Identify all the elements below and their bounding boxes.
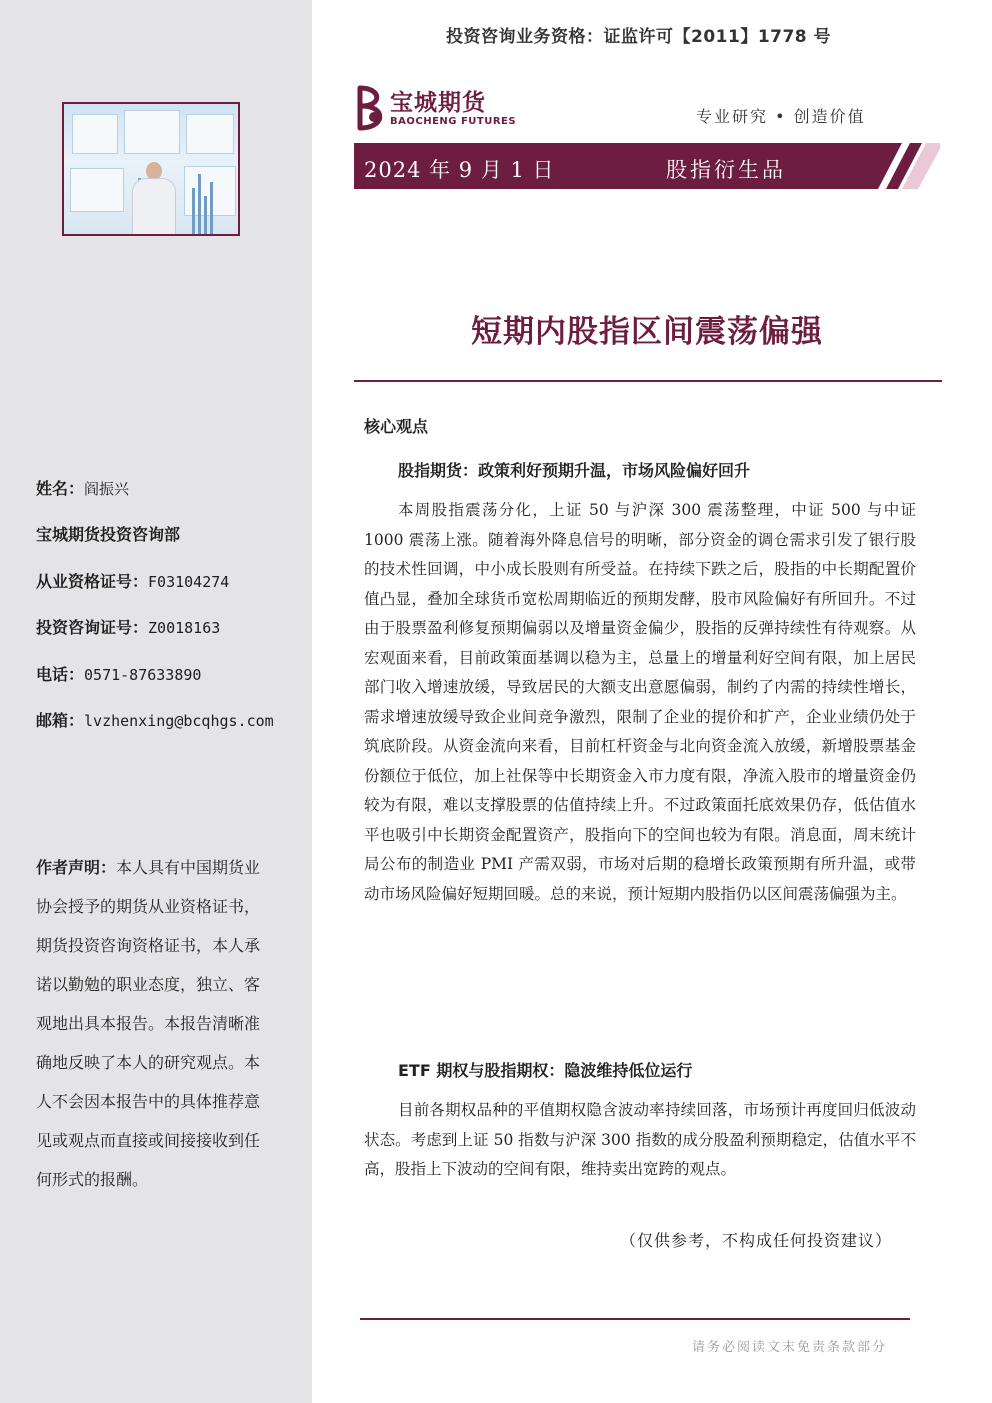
section-options-body: 目前各期权品种的平值期权隐含波动率持续回落，市场预计再度回归低波动状态。考虑到上证 50 指数与沪深 300 指数的成分股盈利预期稳定，估值水平不高，股指上下波动的空间有限，维持卖出宽跨的观点。 <box>364 1101 916 1178</box>
footer-divider <box>360 1318 910 1320</box>
cover-image <box>62 102 240 236</box>
slogan: 专业研究 • 创造价值 <box>696 107 866 126</box>
logo-mark-icon <box>354 84 388 132</box>
report-category: 股指衍生品 <box>666 158 786 182</box>
section-options-title: ETF 期权与股指期权：隐波维持低位运行 <box>398 1061 693 1080</box>
report-date: 2024 年 9 月 1 日 <box>364 158 555 182</box>
footer-disclaimer: 请务必阅读文末免责条款部分 <box>692 1340 888 1355</box>
author-declaration: 作者声明：本人具有中国期货业协会授予的期货从业资格证书，期货投资咨询资格证书，本人承诺以勤勉的职业态度，独立、客观地出具本报告。本报告清晰准确地反映了本人的研究观点。本人不会因本报告中的具体推荐意见或观点而直接或间接接收到任何形式的报酬。 <box>36 858 261 1189</box>
company-logo: 宝城期货 BAOCHENG FUTURES <box>354 84 524 134</box>
reference-note: （仅供参考，不构成任何投资建议） <box>620 1231 893 1250</box>
author-department: 宝城期货投资咨询部 <box>36 525 181 544</box>
author-phone: 电话：0571-87633890 <box>36 665 202 684</box>
author-cert-practice: 从业资格证号：F03104274 <box>36 572 230 591</box>
core-view-heading: 核心观点 <box>364 417 429 436</box>
section-index-futures-title: 股指期货：政策利好预期升温，市场风险偏好回升 <box>398 461 751 480</box>
report-title: 短期内股指区间震荡偏强 <box>471 314 823 350</box>
section-index-futures-body: 本周股指震荡分化，上证 50 与沪深 300 震荡整理，中证 500 与中证 1000 震荡上涨。随着海外降息信号的明晰，部分资金的调仓需求引发了银行股的技术性回调，中小成长股则有所受益。在持续下跌之后，股指的中长期配置价值凸显，叠加全球货币宽松周期临近的预期发酵，股市风险偏好有所回升。不过由于股票盈利修复预期偏弱以及增量资金偏少，股指的反弹持续性有待观察。从宏观面来看，目前政策面基调以稳为主，总量上的增量利好空间有限，加上居民部门收入增速放缓，导致居民的大额支出意愿偏弱，制约了内需的持续性增长，需求增速放缓导致企业间竞争激烈，限制了企业的提价和扩产，企业业绩仍处于筑底阶段。从资金流向来看，目前杠杆资金与北向资金流入放缓，新增股票基金份额位于低位，加上社保等中长期资金入市力度有限，净流入股市的增量资金仍较为有限，难以支撑股票的估值持续上升。不过政策面托底效果仍存，低估值水平也吸引中长期资金配置资产，股指向下的空间也较为有限。消息面，周末统计局公布的制造业 PMI 产需双弱，市场对后期的稳增长政策预期有所升温，或带动市场风险偏好短期回暖。总的来说，预计短期内股指仍以区间震荡偏强为主。 <box>364 501 916 903</box>
qualification-line: 投资咨询业务资格：证监许可【2011】1778 号 <box>446 27 832 47</box>
author-name: 姓名：阎振兴 <box>36 479 130 498</box>
title-divider <box>354 380 942 382</box>
author-cert-advisory: 投资咨询证号：Z0018163 <box>36 618 221 637</box>
author-email: 邮箱：lvzhenxing@bcqhgs.com <box>36 711 274 730</box>
